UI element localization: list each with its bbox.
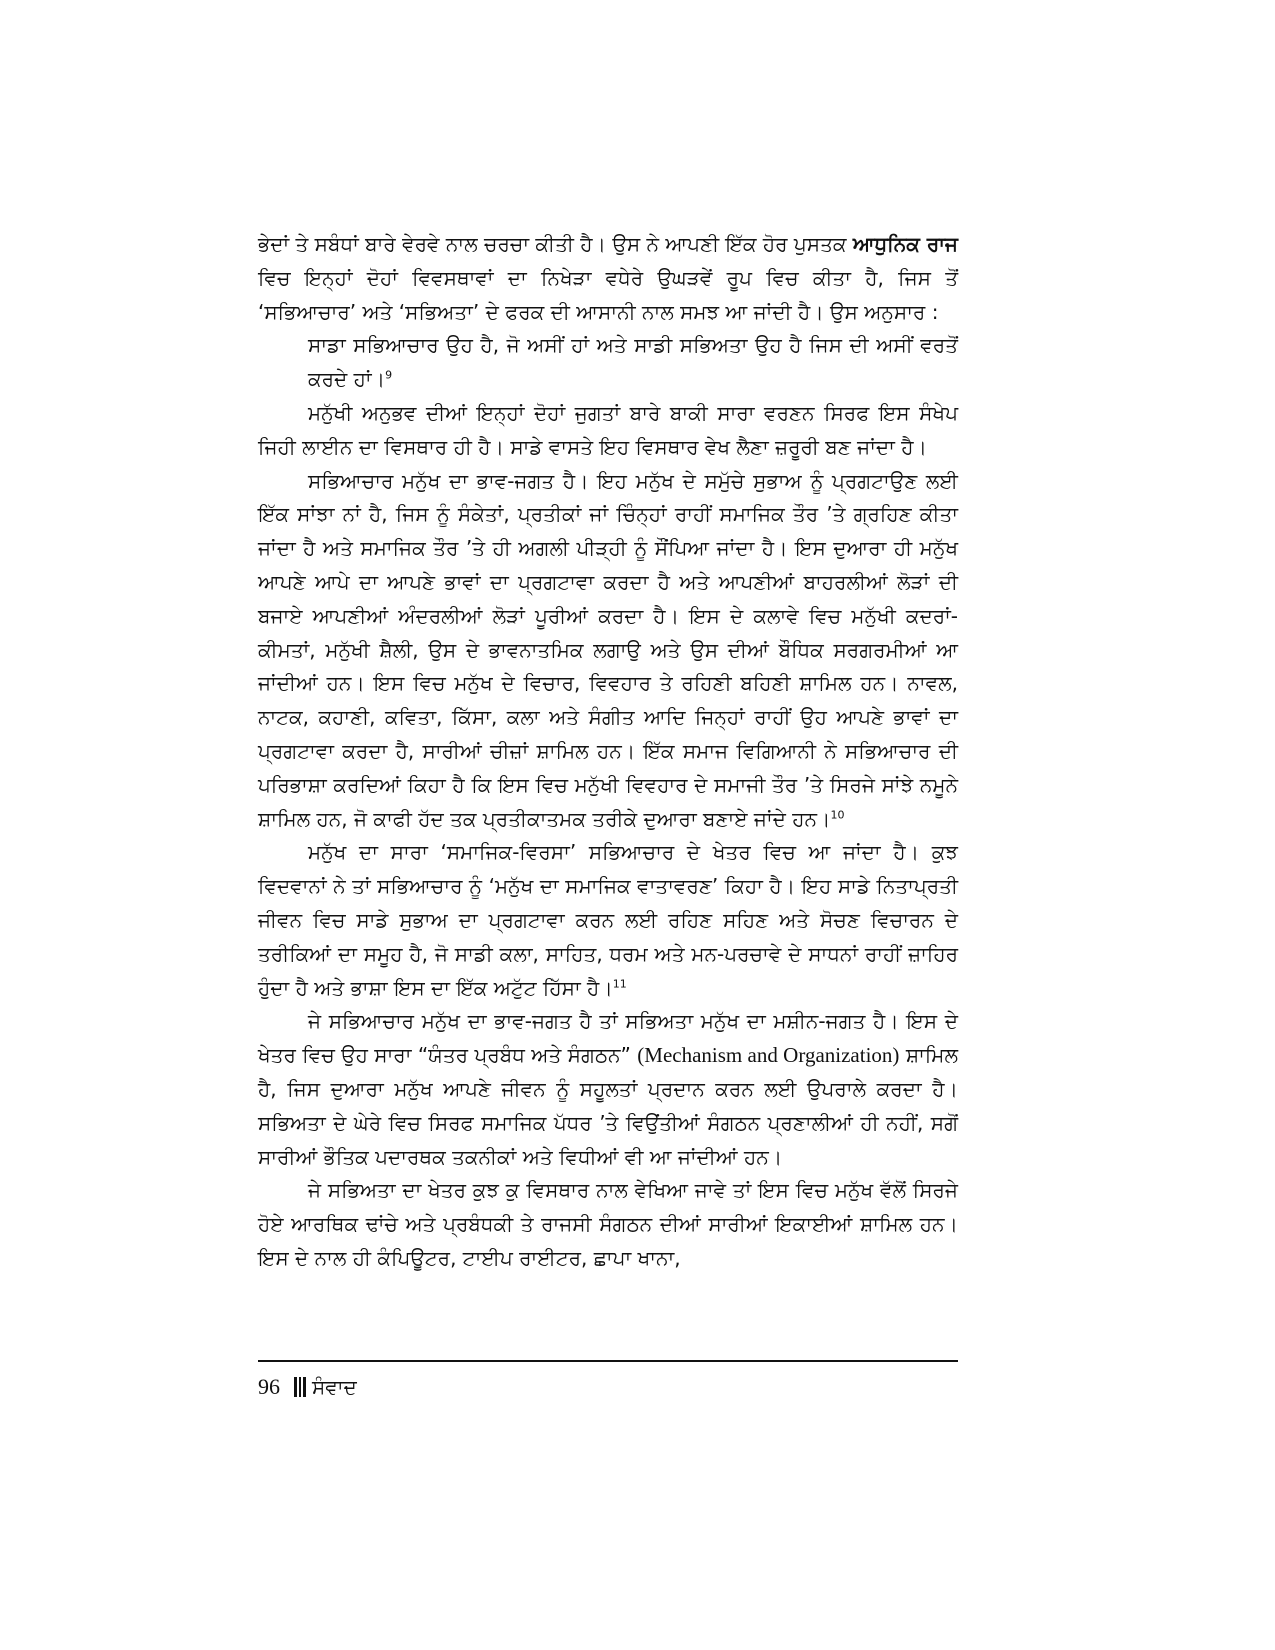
paragraph-text: ਸ਼ਾਮਿਲ ਹੈ, ਜਿਸ ਦੁਆਰਾ ਮਨੁੱਖ ਆਪਣੇ ਜੀਵਨ ਨੂੰ ਸਹੂਲਤਾਂ ਪ੍ਰਦਾਨ ਕਰਨ ਲਈ ਉਪਰਾਲੇ ਕਰਦਾ ਹੈ। ਸਭਿਅਤਾ ਦੇ ਘੇਰੇ ਵਿਚ ਸਿਰਫ ਸਮਾਜਿਕ ਪੱਧਰ ’ਤੇ ਵਿਉਂਤੀਆਂ ਸੰਗਠਨ ਪ੍ਰਣਾਲੀਆਂ ਹੀ ਨਹੀਂ, ਸਗੋਂ ਸਾਰੀਆਂ ਭੌਤਿਕ ਪਦਾਰਥਕ ਤਕਨੀਕਾਂ ਅਤੇ ਵਿਧੀਆਂ ਵੀ ਆ ਜਾਂਦੀਆਂ ਹਨ। — [258, 1043, 958, 1169]
page-number: 96 — [258, 1374, 280, 1399]
paragraph-text: ਮਨੁੱਖ ਦਾ ਸਾਰਾ ‘ਸਮਾਜਿਕ-ਵਿਰਸਾ’ ਸਭਿਆਚਾਰ ਦੇ ਖੇਤਰ ਵਿਚ ਆ ਜਾਂਦਾ ਹੈ। ਕੁਝ ਵਿਦਵਾਨਾਂ ਨੇ ਤਾਂ ਸਭਿਆਚਾਰ ਨੂੰ ‘ਮਨੁੱਖ ਦਾ ਸਮਾਜਿਕ ਵਾਤਾਵਰਣ’ ਕਿਹਾ ਹੈ। ਇਹ ਸਾਡੇ ਨਿਤਾਪ੍ਰਤੀ ਜੀਵਨ ਵਿਚ ਸਾਡੇ ਸੁਭਾਅ ਦਾ ਪ੍ਰਗਟਾਵਾ ਕਰਨ ਲਈ ਰਹਿਣ ਸਹਿਣ ਅਤੇ ਸੋਚਣ ਵਿਚਾਰਨ ਦੇ ਤਰੀਕਿਆਂ ਦਾ ਸਮੂਹ ਹੈ, ਜੋ ਸਾਡੀ ਕਲਾ, ਸਾਹਿਤ, ਧਰਮ ਅਤੇ ਮਨ-ਪਰਚਾਵੇ ਦੇ ਸਾਧਨਾਂ ਰਾਹੀਂ ਜ਼ਾਹਿਰ ਹੁੰਦਾ ਹੈ ਅਤੇ ਭਾਸ਼ਾ ਇਸ ਦਾ ਇੱਕ ਅਟੁੱਟ ਹਿੱਸਾ ਹੈ। — [258, 840, 958, 1000]
paragraph-text: ਜੇ ਸਭਿਅਤਾ ਦਾ ਖੇਤਰ ਕੁਝ ਕੁ ਵਿਸਥਾਰ ਨਾਲ ਵੇਖਿਆ ਜਾਵੇ ਤਾਂ ਇਸ ਵਿਚ ਮਨੁੱਖ ਵੱਲੋਂ ਸਿਰਜੇ ਹੋਏ ਆਰਥਿਕ ਢਾਂਚੇ ਅਤੇ ਪ੍ਰਬੰਧਕੀ ਤੇ ਰਾਜਸੀ ਸੰਗਠਨ ਦੀਆਂ ਸਾਰੀਆਂ ਇਕਾਈਆਂ ਸ਼ਾਮਿਲ ਹਨ। ਇਸ ਦੇ ਨਾਲ ਹੀ ਕੰਪਿਊਟਰ, ਟਾਈਪ ਰਾਈਟਰ, ਛਾਪਾ ਖਾਨਾ, — [258, 1178, 958, 1270]
body-paragraph — [258, 1174, 958, 1275]
body-paragraph — [258, 1005, 958, 1174]
page-footer — [258, 1360, 958, 1400]
book-title: ਆਧੁਨਿਕ ਰਾਜ — [852, 232, 958, 256]
english-term: (Mechanism and Organization) — [637, 1043, 900, 1068]
paragraph-text: ਸਭਿਆਚਾਰ ਮਨੁੱਖ ਦਾ ਭਾਵ-ਜਗਤ ਹੈ। ਇਹ ਮਨੁੱਖ ਦੇ ਸਮੁੱਚੇ ਸੁਭਾਅ ਨੂੰ ਪ੍ਰਗਟਾਉਣ ਲਈ ਇੱਕ ਸਾਂਝਾ ਨਾਂ ਹੈ, ਜਿਸ ਨੂੰ ਸੰਕੇਤਾਂ, ਪ੍ਰਤੀਕਾਂ ਜਾਂ ਚਿੰਨ੍ਹਾਂ ਰਾਹੀਂ ਸਮਾਜਿਕ ਤੌਰ ’ਤੇ ਗ੍ਰਹਿਣ ਕੀਤਾ ਜਾਂਦਾ ਹੈ ਅਤੇ ਸਮਾਜਿਕ ਤੌਰ ’ਤੇ ਹੀ ਅਗਲੀ ਪੀੜ੍ਹੀ ਨੂੰ ਸੌਂਪਿਆ ਜਾਂਦਾ ਹੈ। ਇਸ ਦੁਆਰਾ ਹੀ ਮਨੁੱਖ ਆਪਣੇ ਆਪੇ ਦਾ ਆਪਣੇ ਭਾਵਾਂ ਦਾ ਪ੍ਰਗਟਾਵਾ ਕਰਦਾ ਹੈ ਅਤੇ ਆਪਣੀਆਂ ਬਾਹਰਲੀਆਂ ਲੋੜਾਂ ਦੀ ਬਜਾਏ ਆਪਣੀਆਂ ਅੰਦਰਲੀਆਂ ਲੋੜਾਂ ਪੂਰੀਆਂ ਕਰਦਾ ਹੈ। ਇਸ ਦੇ ਕਲਾਵੇ ਵਿਚ ਮਨੁੱਖੀ ਕਦਰਾਂ-ਕੀਮਤਾਂ, ਮਨੁੱਖੀ ਸ਼ੈਲੀ, ਉਸ ਦੇ ਭਾਵਨਾਤਮਿਕ ਲਗਾਉ ਅਤੇ ਉਸ ਦੀਆਂ ਬੌਧਿਕ ਸਰਗਰਮੀਆਂ ਆ ਜਾਂਦੀਆਂ ਹਨ। ਇਸ ਵਿਚ ਮਨੁੱਖ ਦੇ ਵਿਚਾਰ, ਵਿਵਹਾਰ ਤੇ ਰਹਿਣੀ ਬਹਿਣੀ ਸ਼ਾਮਿਲ ਹਨ। ਨਾਵਲ, ਨਾਟਕ, ਕਹਾਣੀ, ਕਵਿਤਾ, ਕਿੱਸਾ, ਕਲਾ ਅਤੇ ਸੰਗੀਤ ਆਦਿ ਜਿਨ੍ਹਾਂ ਰਾਹੀਂ ਉਹ ਆਪਣੇ ਭਾਵਾਂ ਦਾ ਪ੍ਰਗਟਾਵਾ ਕਰਦਾ ਹੈ, ਸਾਰੀਆਂ ਚੀਜ਼ਾਂ ਸ਼ਾਮਿਲ ਹਨ। ਇੱਕ ਸਮਾਜ ਵਿਗਿਆਨੀ ਨੇ ਸਭਿਆਚਾਰ ਦੀ ਪਰਿਭਾਸ਼ਾ ਕਰਦਿਆਂ ਕਿਹਾ ਹੈ ਕਿ ਇਸ ਵਿਚ ਮਨੁੱਖੀ ਵਿਵਹਾਰ ਦੇ ਸਮਾਜੀ ਤੌਰ ’ਤੇ ਸਿਰਜੇ ਸਾਂਝੇ ਨਮੂਨੇ ਸ਼ਾਮਿਲ ਹਨ, ਜੋ ਕਾਫੀ ਹੱਦ ਤਕ ਪ੍ਰਤੀਕਾਤਮਕ ਤਰੀਕੇ ਦੁਆਰਾ ਬਣਾਏ ਜਾਂਦੇ ਹਨ। — [258, 468, 958, 831]
paragraph-text: ਭੇਦਾਂ ਤੇ ਸਬੰਧਾਂ ਬਾਰੇ ਵੇਰਵੇ ਨਾਲ ਚਰਚਾ ਕੀਤੀ ਹੈ। ਉਸ ਨੇ ਆਪਣੀ ਇੱਕ ਹੋਰ ਪੁਸਤਕ — [258, 232, 853, 256]
body-paragraph — [258, 836, 958, 1005]
footnote-marker: 10 — [830, 807, 845, 821]
body-paragraph — [258, 228, 958, 329]
paragraph-text: ਵਿਚ ਇਨ੍ਹਾਂ ਦੋਹਾਂ ਵਿਵਸਥਾਵਾਂ ਦਾ ਨਿਖੇੜਾ ਵਧੇਰੇ ਉਘੜਵੇਂ ਰੂਪ ਵਿਚ ਕੀਤਾ ਹੈ, ਜਿਸ ਤੋਂ ‘ਸਭਿਆਚਾਰ’ ਅਤੇ ‘ਸਭਿਅਤਾ’ ਦੇ ਫਰਕ ਦੀ ਆਸਾਨੀ ਨਾਲ ਸਮਝ ਆ ਜਾਂਦੀ ਹੈ। ਉਸ ਅਨੁਸਾਰ : — [258, 265, 958, 324]
body-paragraph — [258, 465, 958, 837]
footnote-marker: 11 — [612, 976, 627, 990]
paragraph-text: ਸਾਡਾ ਸਭਿਆਚਾਰ ਉਹ ਹੈ, ਜੋ ਅਸੀਂ ਹਾਂ ਅਤੇ ਸਾਡੀ ਸਭਿਅਤਾ ਉਹ ਹੈ ਜਿਸ ਦੀ ਅਸੀਂ ਵਰਤੋਂ ਕਰਦੇ ਹਾਂ। — [308, 333, 958, 392]
footnote-marker: 9 — [385, 368, 393, 382]
paragraph-text: ਜੇ ਸਭਿਆਚਾਰ ਮਨੁੱਖ ਦਾ ਭਾਵ-ਜਗਤ ਹੈ ਤਾਂ ਸਭਿਅਤਾ ਮਨੁੱਖ ਦਾ ਮਸ਼ੀਨ-ਜਗਤ ਹੈ। ਇਸ ਦੇ ਖੇਤਰ ਵਿਚ ਉਹ ਸਾਰਾ “ਯੰਤਰ ਪ੍ਰਬੰਧ ਅਤੇ ਸੰਗਠਨ” — [258, 1009, 958, 1068]
ornament-bars-icon — [294, 1377, 306, 1397]
block-quote — [308, 329, 958, 397]
page-body — [258, 228, 958, 1276]
body-paragraph — [258, 397, 958, 465]
running-title: ਸੰਵਾਦ — [312, 1375, 357, 1399]
paragraph-text: ਮਨੁੱਖੀ ਅਨੁਭਵ ਦੀਆਂ ਇਨ੍ਹਾਂ ਦੋਹਾਂ ਜੁਗਤਾਂ ਬਾਰੇ ਬਾਕੀ ਸਾਰਾ ਵਰਣਨ ਸਿਰਫ ਇਸ ਸੰਖੇਪ ਜਿਹੀ ਲਾਈਨ ਦਾ ਵਿਸਥਾਰ ਹੀ ਹੈ। ਸਾਡੇ ਵਾਸਤੇ ਇਹ ਵਿਸਥਾਰ ਵੇਖ ਲੈਣਾ ਜ਼ਰੂਰੀ ਬਣ ਜਾਂਦਾ ਹੈ। — [258, 400, 958, 459]
